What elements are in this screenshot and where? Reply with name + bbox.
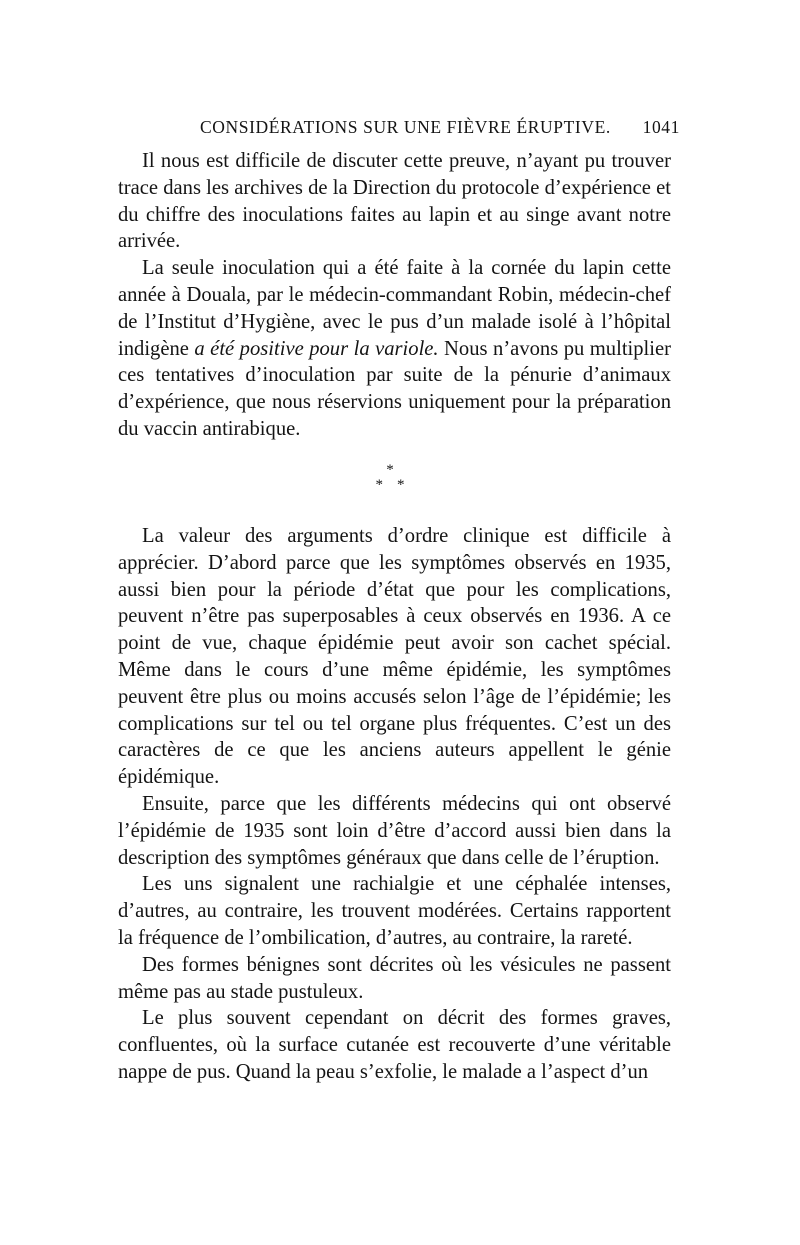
paragraph-4: Ensuite, parce que les différents médecins qui ont observé l’épidémie de 1935 sont loin d’être d’accord aussi bien dans la description des symptômes généraux que dans celle de l’éruption. (118, 792, 671, 869)
separator-top-star: * (386, 462, 394, 478)
paragraph-2-end: Nous n’avons pu multiplier ces tentatives d’inoculation par suite de la pénurie d’animaux d’expérience, que nous réservions uniquement pour la préparation du vaccin antirabique. (118, 337, 672, 440)
separator-bottom-stars: ** (375, 477, 419, 493)
running-title: CONSIDÉRATIONS SUR UNE FIÈVRE ÉRUPTIVE. (200, 117, 611, 137)
paragraph-3: La valeur des arguments d’ordre clinique est difficile à apprécier. D’abord parce que les symptômes observés en 1935, aussi bien pour la période d’état que pour les complications, peuvent n’être pas superposables à ceux observés en 1936. A ce point de vue, chaque épidémie peut avoir son cachet spécial. Même dans le cours d’une même épidémie, les symptômes peuvent être plus ou moins accusés selon l’âge de l’épidémie; les complications sur tel ou tel organe plus fréquentes. C’est un des caractères de ce que les anciens auteurs appellent le génie épidémique. (118, 525, 671, 789)
paragraph-2-italic: a été positive pour la variole. (194, 337, 439, 360)
paragraph-6: Des formes bénignes sont décrites où les vésicules ne passent même pas au stade pustuleux. (118, 953, 671, 1003)
text-block-bottom (118, 523, 671, 1086)
paragraph-1: Il nous est difficile de discuter cette preuve, n’ayant pu trouver trace dans les archives de la Direction du protocole d’expérience et du chiffre des inoculations faites au lapin et au singe avant notre arrivée. (118, 150, 671, 253)
section-separator (360, 463, 420, 503)
paragraph-7: Le plus souvent cependant on décrit des formes graves, confluentes, où la surface cutanée est recouverte d’une véritable nappe de pus. Quand la peau s’exfolie, le malade a l’aspect d’un (118, 1007, 671, 1083)
paragraph-5: Les uns signalent une rachialgie et une céphalée intenses, d’autres, au contraire, les trouvent modérées. Certains rapportent la fréquence de l’ombilication, d’autres, au contraire, la rareté. (118, 873, 671, 949)
page-number: 1041 (642, 117, 680, 137)
text-block-top (118, 148, 671, 443)
running-head (118, 117, 682, 143)
paragraph-2-start: La seule inoculation qui a été faite à la cornée du lapin cette année à Douala, par le médecin-commandant Robin, médecin-chef de l’Institut d’Hygiène, avec le pus d’un malade isolé à l’hôpital indigène (118, 257, 671, 360)
paragraph-2 (118, 255, 671, 443)
